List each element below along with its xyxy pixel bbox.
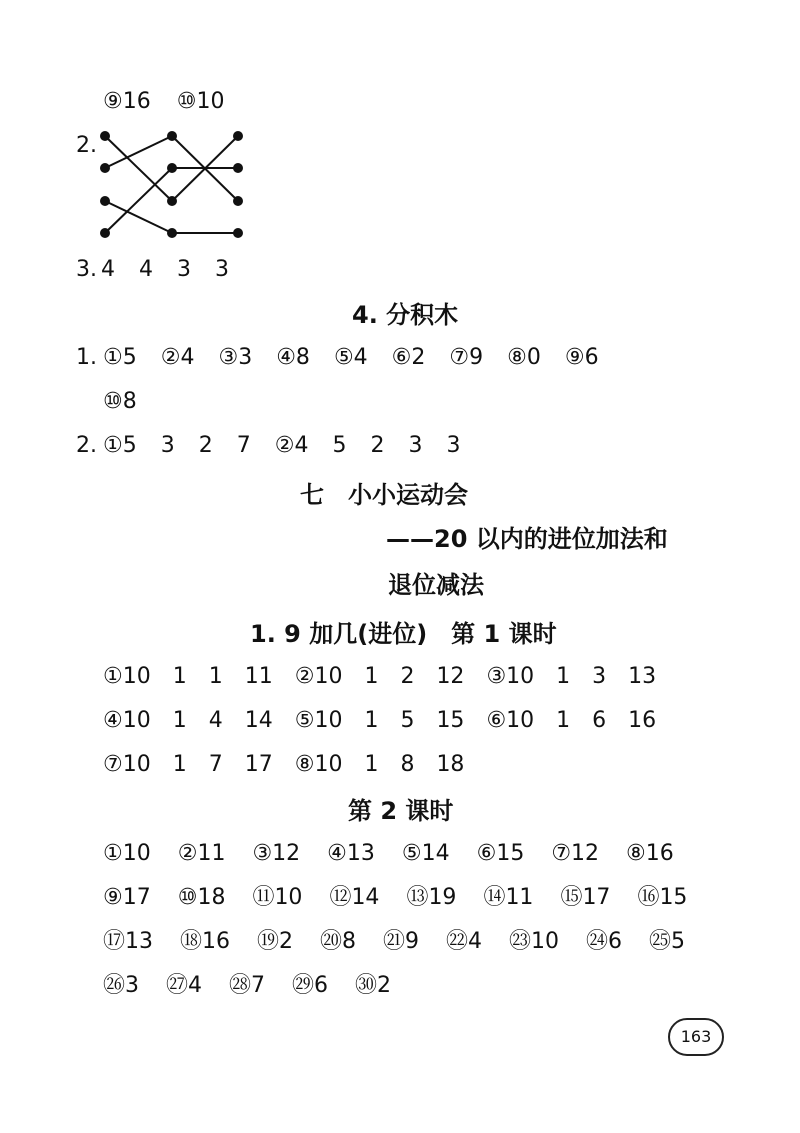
answer-item: ⑥2: [391, 345, 426, 370]
dot: [167, 163, 177, 173]
answer-item: ⑧0: [507, 345, 541, 370]
answer-item: ㉒4: [446, 929, 482, 954]
answer-item: ⑦12: [551, 841, 600, 866]
dot: [100, 228, 110, 238]
answer-item: ②4: [274, 433, 309, 458]
answer-item: 2: [370, 433, 385, 458]
dot: [100, 196, 110, 206]
answer-item: 17: [244, 752, 273, 777]
answer-items: [103, 430, 484, 462]
answer-item: ㉙6: [292, 973, 328, 998]
answer-item: 13: [628, 664, 657, 689]
lesson1-row: [0, 661, 800, 693]
answer-item: 4: [139, 257, 153, 282]
answer-item: 4: [208, 708, 223, 733]
answer-item: 16: [628, 708, 657, 733]
answer-item: 3: [446, 433, 461, 458]
answer-item: ⑧10: [294, 752, 343, 777]
answer-item: ㉕5: [649, 929, 685, 954]
answer-item: ⑩10: [176, 89, 225, 114]
answer-item: 3: [592, 664, 607, 689]
answer-item: 14: [244, 708, 273, 733]
dot: [100, 163, 110, 173]
answer-item: ㉗4: [166, 973, 202, 998]
answer-item: ①10: [103, 664, 151, 689]
answer-item: ⑦9: [449, 345, 484, 370]
answer-item: ⑥15: [476, 841, 525, 866]
chapter-subtitle-cont: 退位减法: [388, 571, 484, 599]
lesson2-row: [0, 838, 800, 870]
answer-item: ②4: [160, 345, 195, 370]
answer-item: ⑤10: [294, 708, 343, 733]
answer-items: [0, 86, 800, 118]
answer-item: 5: [400, 708, 415, 733]
dot: [167, 228, 177, 238]
answer-item: ⑩8: [103, 389, 137, 414]
page-number: 163: [668, 1018, 724, 1056]
dot: [167, 196, 177, 206]
match-line: [105, 168, 172, 233]
answer-item: ⑳8: [320, 929, 356, 954]
answer-item: 1: [172, 752, 187, 777]
answer-item: ④13: [327, 841, 375, 866]
dot: [233, 196, 243, 206]
answer-item: ①5: [103, 433, 137, 458]
dot: [233, 131, 243, 141]
answer-item: 1: [364, 664, 379, 689]
answer-item: ㉓10: [509, 929, 559, 954]
lesson1-row: [0, 705, 800, 737]
answer-item: 1: [364, 708, 379, 733]
answer-item: 3: [408, 433, 423, 458]
matching-diagram: [95, 126, 255, 246]
question-2-label: 2.: [76, 133, 97, 158]
question-3-line: [0, 254, 800, 286]
chapter-title: 七 小小运动会: [300, 481, 468, 509]
answer-item: ③12: [252, 841, 301, 866]
section4-q1-line: [0, 342, 800, 374]
answer-line-top: [0, 86, 800, 118]
dot: [167, 131, 177, 141]
answer-item: 1: [172, 664, 187, 689]
answer-item: ㉚2: [355, 973, 391, 998]
answer-item: ①10: [103, 841, 151, 866]
answer-item: 7: [236, 433, 251, 458]
answer-item: ⑩18: [177, 885, 226, 910]
question-label: 2.: [76, 433, 97, 458]
answer-item: 1: [364, 752, 379, 777]
answer-item: ⑨16: [103, 89, 151, 114]
answer-item: 7: [208, 752, 223, 777]
section4-q1-cont-line: [0, 386, 800, 418]
answer-item: 15: [436, 708, 465, 733]
answer-item: ④8: [276, 345, 310, 370]
answer-item: ⑯15: [637, 885, 688, 910]
section4-q2-line: [0, 430, 800, 462]
dot: [233, 228, 243, 238]
chapter-subtitle: ——20 以内的进位加法和: [386, 525, 668, 553]
answer-item: ⑧16: [626, 841, 674, 866]
answer-item: ㉑9: [383, 929, 419, 954]
lesson2-row: [0, 882, 800, 914]
answer-item: 6: [592, 708, 607, 733]
answer-item: ⑪10: [252, 885, 303, 910]
answer-item: ⑱16: [180, 929, 230, 954]
section-title: 4. 分积木: [352, 301, 459, 329]
answer-item: 1: [208, 664, 223, 689]
answer-item: 18: [436, 752, 465, 777]
answer-item: 2: [198, 433, 213, 458]
answer-item: ④10: [103, 708, 151, 733]
answer-item: ⑤14: [401, 841, 450, 866]
answer-item: ⑤4: [333, 345, 368, 370]
answer-item: ㉖3: [103, 973, 139, 998]
answer-item: ⑬19: [406, 885, 457, 910]
answer-item: ㉘7: [229, 973, 265, 998]
answer-item: ⑰13: [103, 929, 153, 954]
question-label: 1.: [76, 345, 97, 370]
answer-item: 3: [177, 257, 191, 282]
answer-item: ⑲2: [257, 929, 293, 954]
lesson1-row: [0, 749, 800, 781]
lesson-title: 第 2 课时: [348, 797, 454, 825]
answer-item: ③10: [486, 664, 535, 689]
matching-lines: [105, 136, 238, 233]
answer-item: ⑦10: [103, 752, 151, 777]
answer-item: ⑨17: [103, 885, 151, 910]
answer-items: [103, 342, 623, 374]
answer-item: 3: [160, 433, 175, 458]
answer-item: 11: [244, 664, 273, 689]
dot: [100, 131, 110, 141]
answer-item: 1: [556, 708, 571, 733]
answer-items: [0, 386, 800, 418]
answer-item: ⑫14: [329, 885, 380, 910]
answer-item: 5: [332, 433, 347, 458]
match-line: [105, 136, 172, 168]
lesson-title: 1. 9 加几(进位) 第 1 课时: [250, 620, 557, 648]
lesson2-row: [0, 926, 800, 958]
answer-item: ㉔6: [586, 929, 622, 954]
answer-item: 8: [400, 752, 415, 777]
answer-item: 1: [172, 708, 187, 733]
answer-item: 1: [556, 664, 571, 689]
dot: [233, 163, 243, 173]
answer-item: 2: [400, 664, 415, 689]
match-line: [105, 201, 172, 233]
answer-item: 12: [436, 664, 465, 689]
lesson2-row: [0, 970, 800, 1002]
question-3-label: 3.: [76, 257, 97, 282]
answer-item: ①5: [103, 345, 137, 370]
answer-item: 4: [101, 257, 115, 282]
answer-item: ⑨6: [564, 345, 599, 370]
match-line: [105, 136, 172, 201]
answer-item: ②10: [294, 664, 343, 689]
answer-item: ⑮17: [560, 885, 611, 910]
answer-item: ⑭11: [483, 885, 534, 910]
answer-item: 3: [215, 257, 229, 282]
answer-items: [101, 254, 253, 286]
answer-item: ⑥10: [486, 708, 535, 733]
answer-item: ②11: [177, 841, 226, 866]
answer-item: ③3: [218, 345, 253, 370]
